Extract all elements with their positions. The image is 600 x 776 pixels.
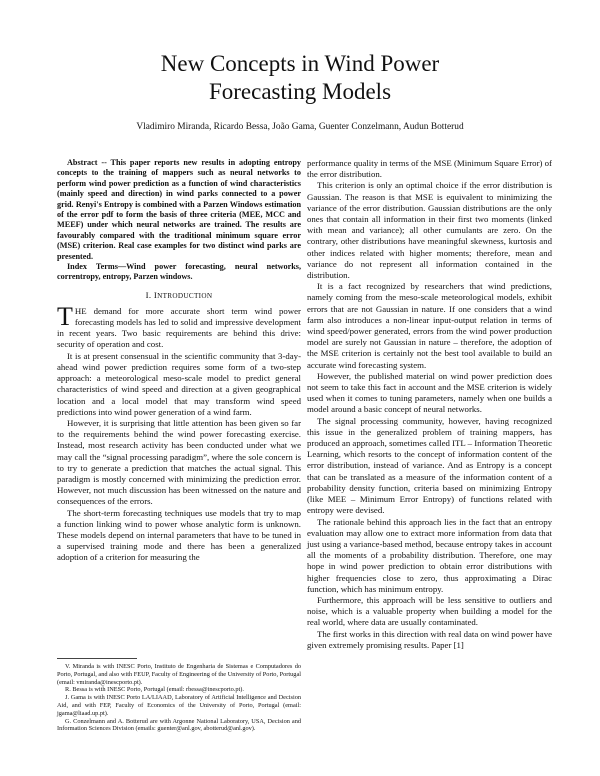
footnote-gama: J. Gama is with INESC Porto LA/LIAAD, Laboratory of Artificial Intelligence and Decision Aid, and with FEP, Faculty of Economics of the University of Porto, Portugal (email: jgama@liaad.up.pt).: [57, 694, 301, 717]
body-paragraph-r5: The signal processing community, however, having recognized this issue in the generalized problem of training mappers, has produced an approach, sometimes called ITL – Information Theoretic Learning, which resorts to the concept of information content of the error distribution, instead of variance. And as Entropy is a concept that can be translated as a measure of the information content of a probability density function, criteria based on minimizing Entropy (like MEE – Minimum Error Entropy) of functions related with entropy were devised.: [307, 415, 552, 516]
body-paragraph-r2: This criterion is only an optimal choice if the error distribution is Gaussian. The reason is that MSE is equivalent to minimizing the variance of the error distribution. Gaussian distributions are the only ones that contain all information in their first two moments (linked with mean and variance); all other cumulants are zero. On the contrary, other distributions have meaningful skewness, kurtosis and other indices related with higher moments; therefore, mean and variance do not represent all information contained in the distribution.: [307, 180, 552, 281]
section-number: I.: [145, 289, 154, 300]
intro-paragraph-1-text: HE demand for more accurate short term wind power forecasting models has led to solid and impressive development in recent years. Two basic requirements are behind this drive: security of operation and cost.: [57, 305, 301, 350]
body-paragraph-r1: performance quality in terms of the MSE (Minimum Square Error) of the error distribution.: [307, 158, 552, 180]
footnote-rule: [57, 658, 137, 659]
drop-cap: T: [57, 301, 73, 331]
title-line-2: Forecasting Models: [208, 79, 392, 104]
body-paragraph-r6: The rationale behind this approach lies in the fact that an entropy evaluation may allow one to extract more information from data that just using a variance-based method, because entropy takes in account all the moments of a probability distribution. Therefore, one may hope in wind power prediction to obtain error distributions with higher frequencies close to zero, thus approximating a Dirac function, which has minimum entropy.: [307, 516, 552, 594]
intro-paragraph-4: The short-term forecasting techniques use models that try to map a function linking wind to power whose analytic form is unknown. These models depend on internal parameters that have to be tuned in a supervised training mode and there has been a generalized adoption of a criterion for measuring the: [57, 507, 301, 563]
body-paragraph-r7: Furthermore, this approach will be less sensitive to outliers and noise, which is a valuable property when building a model for the real world, where data are usually contaminated.: [307, 594, 552, 628]
intro-paragraph-1: [57, 301, 301, 351]
section-heading-introduction: [57, 290, 301, 300]
body-paragraph-r4: However, the published material on wind power prediction does not seem to take this fact in account and the MSE criterion is widely used when it comes to tuning parameters, namely when one builds a model around a basic concept of neural networks.: [307, 370, 552, 415]
title-line-1: New Concepts in Wind Power: [160, 51, 440, 76]
author-list: Vladimiro Miranda, Ricardo Bessa, João Gama, Guenter Conzelmann, Audun Botterud: [136, 122, 464, 132]
index-terms: Index Terms—Wind power forecasting, neural networks, correntropy, entropy, Parzen windows.: [57, 262, 301, 282]
intro-paragraph-3: However, it is surprising that little attention has been given so far to the requirements behind the wind power forecasting exercise. Instead, most research activity has been conducted under what we may call the “signal processing paradigm”, where the sole concern is to try to generate a prediction that matches the actual signal. This paradigm is mostly concerned with minimizing the prediction error. However, not much discussion has been witnessed on the nature and consequences of the errors.: [57, 417, 301, 507]
footnote-conzelmann-botterud: G. Conzelmann and A. Botterud are with Argonne National Laboratory, USA, Decision and Information Sciences Division (emails: guenter@anl.gov, abotterud@anl.gov).: [57, 717, 301, 733]
paper-title: [0, 50, 600, 106]
author-footnotes: [57, 658, 301, 733]
body-paragraph-r8: The first works in this direction with real data on wind power have given extremely promising results. Paper [1]: [307, 628, 553, 650]
intro-paragraph-2: It is at present consensual in the scientific community that 3-day-ahead wind power prediction requires some form of a two-step approach: a meteorological meso-scale model to predict general characteristics of wind speed and direction at a given geographical location and a local model that may transform wind speed predictions into wind power generation of a wind farm.: [57, 350, 301, 417]
abstract: Abstract -- This paper reports new results in adopting entropy concepts to the training of mappers such as neural networks to perform wind power prediction as a function of wind characteristics (mainly speed and direction) in wind parks connected to a power grid. Renyi's Entropy is combined with a Parzen Windows estimation of the error pdf to form the basis of three criteria (MEE, MCC and MEEF) under which neural networks are trained. The results are favourably compared with the traditional minimum square error (MSE) criterion. Real case examples for two distinct wind parks are presented.: [57, 158, 301, 261]
right-column: [307, 158, 552, 651]
footnote-bessa: R. Bessa is with INESC Porto, Portugal (email: rbessa@inescporto.pt).: [65, 686, 244, 694]
left-column: [57, 158, 301, 564]
section-initial: I: [153, 289, 158, 300]
body-paragraph-r3: It is a fact recognized by researchers that wind predictions, namely coming from the meso-scale meteorological models, exhibit errors that are not Gaussian in nature. If one considers that a wind farm also introduces a non-linear input-output relation in terms of wind speed/power generated, errors from the wind power production model are surely not Gaussian in nature – therefore, the adoption of the MSE criterion is certainly not the best tool available to build an accurate wind forecasting system.: [307, 281, 552, 370]
section-title-rest: NTRODUCTION: [157, 291, 213, 300]
footnote-miranda: V. Miranda is with INESC Porto, Instituto de Engenharia de Sistemas e Computadores do Porto, Portugal, and also with FEUP, Faculty of Engineering of the University of Porto, Portugal (email: vmiranda@inescporto.pt).: [57, 663, 301, 686]
